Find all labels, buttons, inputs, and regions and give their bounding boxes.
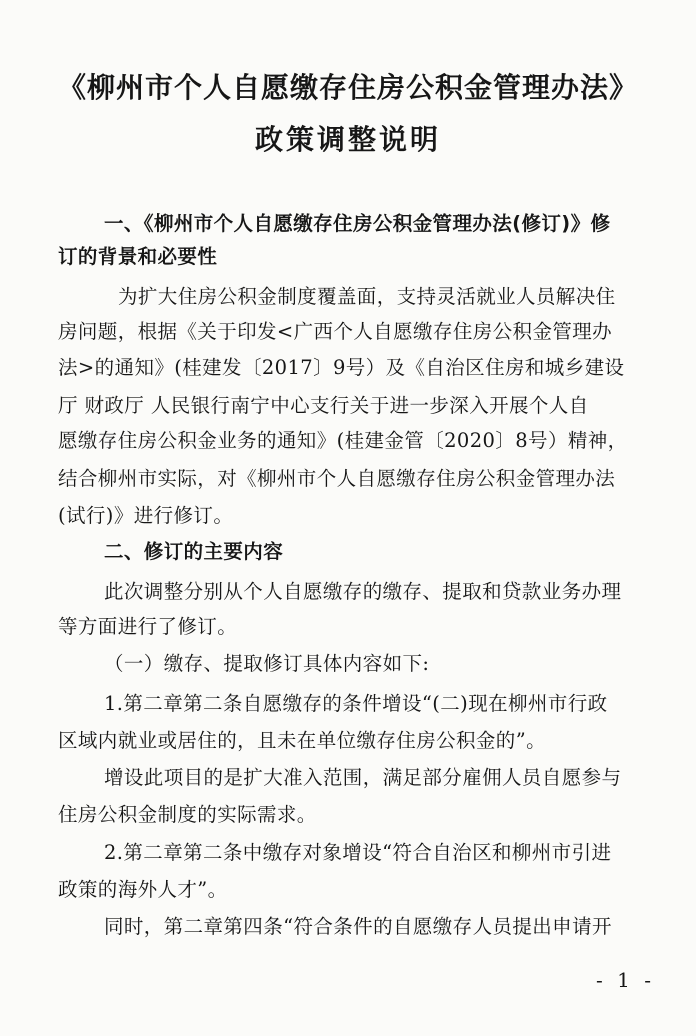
- body-text-line: 厅 财政厅 人民银行南宁中心支行关于进一步深入开展个人自: [58, 394, 589, 417]
- section-heading-1-line-1: 一、《柳州市个人自愿缴存住房公积金管理办法(修订)》修: [104, 212, 611, 235]
- section-heading-1-line-2: 订的背景和必要性: [58, 245, 218, 268]
- body-text-line: 住房公积金制度的实际需求。: [58, 803, 317, 826]
- document-title-line-2: 政策调整说明: [254, 123, 441, 156]
- body-text-line: 2.第二章第二条中缴存对象增设“符合自治区和柳州市引进: [104, 841, 612, 864]
- body-text-line: 为扩大住房公积金制度覆盖面，支持灵活就业人员解决住: [118, 285, 616, 308]
- document-title-line-1: 《柳州市个人自愿缴存住房公积金管理办法》: [57, 71, 638, 104]
- body-text-line: 增设此项目的是扩大准入范围，满足部分雇佣人员自愿参与: [104, 766, 622, 789]
- body-text-line: (试行)》进行修订。: [58, 504, 234, 527]
- body-text-line: 结合柳州市实际，对《柳州市个人自愿缴存住房公积金管理办法: [58, 467, 616, 490]
- body-text-line: 愿缴存住房公积金业务的通知》(桂建金管〔2020〕8号）精神，: [58, 429, 628, 452]
- body-text-line: 法>的通知》(桂建发〔2017〕9号）及《自治区住房和城乡建设: [58, 356, 625, 379]
- page-number: - 1 -: [596, 968, 655, 992]
- body-text-line: 等方面进行了修订。: [58, 615, 238, 638]
- body-text-line: 同时，第二章第四条“符合条件的自愿缴存人员提出申请开: [104, 915, 612, 938]
- body-text-line: 此次调整分别从个人自愿缴存的缴存、提取和贷款业务办理: [104, 580, 622, 603]
- body-text-line: 区域内就业或居住的，且未在单位缴存住房公积金的”。: [58, 729, 546, 752]
- body-text-line: 房问题，根据《关于印发<广西个人自愿缴存住房公积金管理办: [58, 320, 613, 343]
- body-text-line: 1.第二章第二条自愿缴存的条件增设“(二)现在柳州市行政: [104, 692, 608, 715]
- body-text-line: 政策的海外人才”。: [58, 878, 228, 901]
- section-heading-2: 二、修订的主要内容: [104, 540, 284, 563]
- subsection-heading: （一）缴存、提取修订具体内容如下:: [104, 652, 430, 675]
